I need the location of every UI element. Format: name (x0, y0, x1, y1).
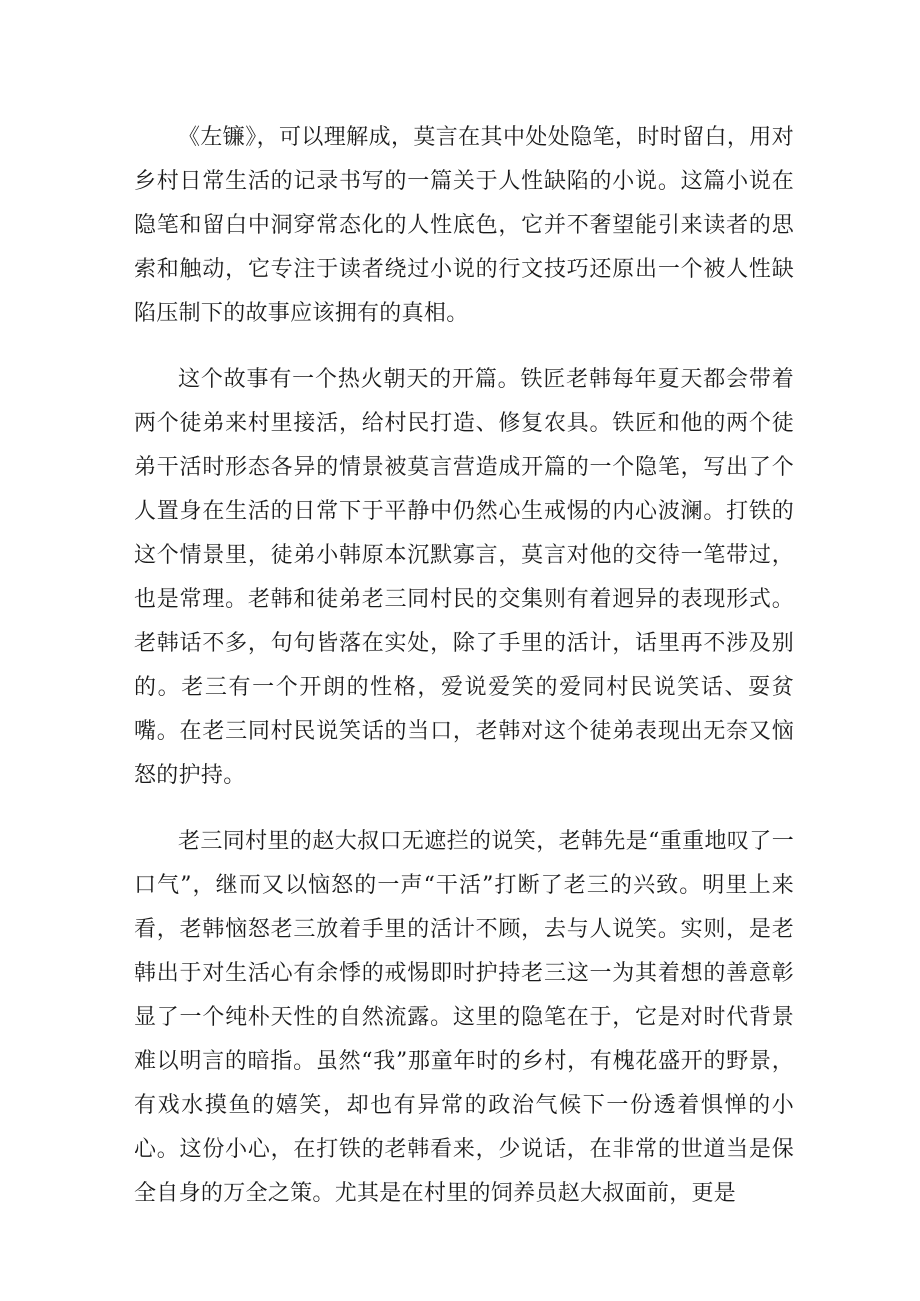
document-body (134, 116, 794, 1216)
paragraph-2: 这个故事有一个热火朝天的开篇。铁匠老韩每年夏天都会带着两个徒弟来村里接活，给村民打造、修复农具。铁匠和他的两个徒弟干活时形态各异的情景被莫言营造成开篇的一个隐笔，写出了个人置身在生活的日常下于平静中仍然心生戒惕的内心波澜。打铁的这个情景里，徒弟小韩原本沉默寡言，莫言对他的交待一笔带过，也是常理。老韩和徒弟老三同村民的交集则有着迥异的表现形式。老韩话不多，句句皆落在实处，除了手里的活计，话里再不涉及别的。老三有一个开朗的性格，爱说爱笑的爱同村民说笑话、耍贫嘴。在老三同村民说笑话的当口，老韩对这个徒弟表现出无奈又恼怒的护持。 (134, 367, 794, 788)
paragraph-3: 老三同村里的赵大叔口无遮拦的说笑，老韩先是“重重地叹了一口气”，继而又以恼怒的一声“干活”打断了老三的兴致。明里上来看，老韩恼怒老三放着手里的活计不顾，去与人说笑。实则，是老韩出于对生活心有余悸的戒惕即时护持老三这一为其着想的善意彰显了一个纯朴天性的自然流露。这里的隐笔在于，它是对时代背景难以明言的暗指。虽然“我”那童年时的乡村，有槐花盛开的野景，有戏水摸鱼的嬉笑，却也有异常的政治气候下一份透着惧惮的小心。这份小心，在打铁的老韩看来，少说话，在非常的世道当是保全自身的万全之策。尤其是在村里的饲养员赵大叔面前，更是 (134, 829, 794, 1206)
paragraph-1: 《左镰》，可以理解成，莫言在其中处处隐笔，时时留白，用对乡村日常生活的记录书写的一篇关于人性缺陷的小说。这篇小说在隐笔和留白中洞穿常态化的人性底色，它并不奢望能引来读者的思索和触动，它专注于读者绕过小说的行文技巧还原出一个被人性缺陷压制下的故事应该拥有的真相。 (134, 125, 794, 326)
